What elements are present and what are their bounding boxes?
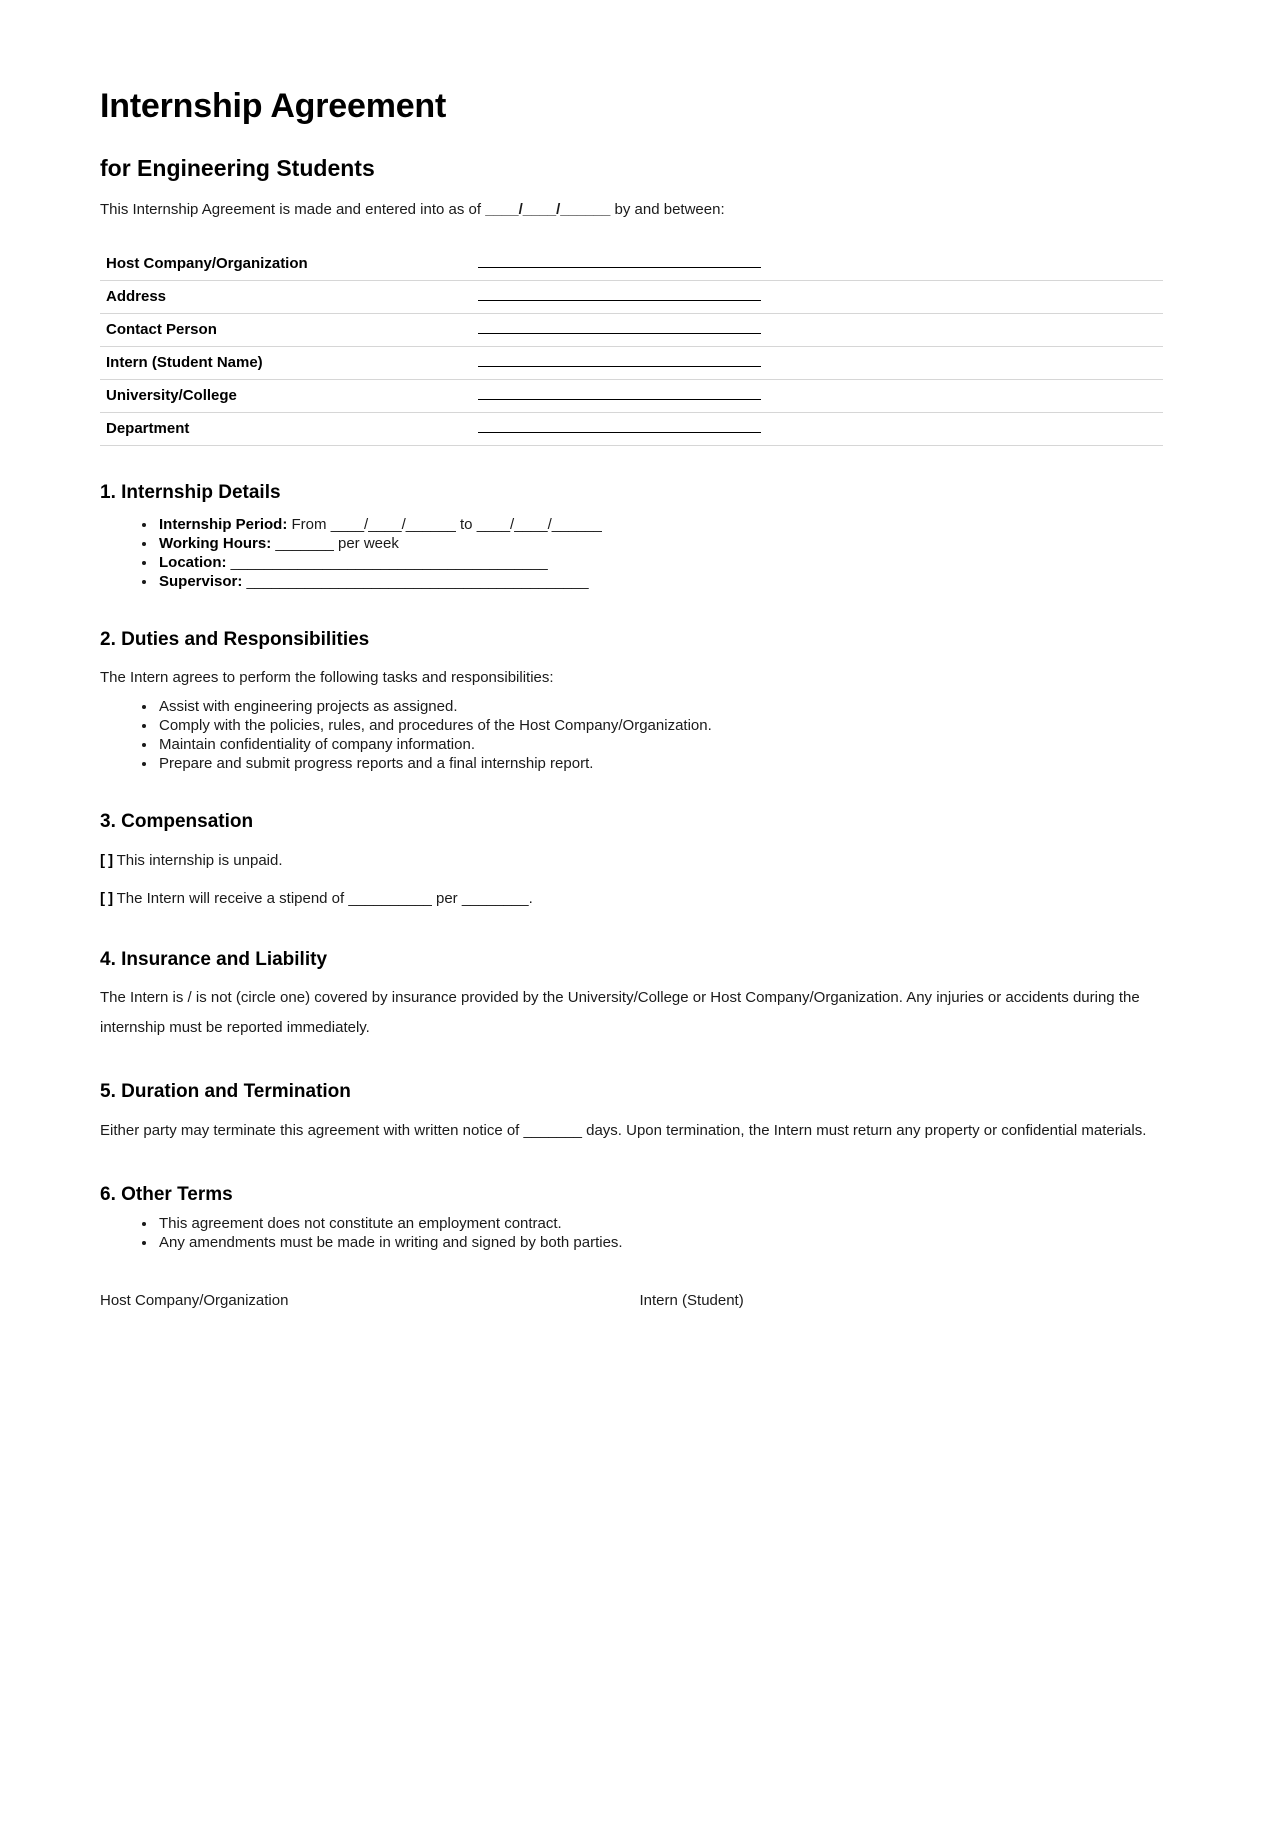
stipend-amount-blank[interactable]: __________: [348, 890, 432, 908]
row-label-contact-person: Contact Person: [106, 320, 217, 338]
row-label-department: Department: [106, 419, 190, 437]
agreement-date-blank[interactable]: ____/____/______: [485, 200, 611, 218]
insurance-paragraph: The Intern is / is not (circle one) covered by insurance provided by the University/College or Host Company/Organization. Any injuries or accidents during the internship must be reported immediately.: [100, 989, 1140, 1037]
checkbox-unpaid[interactable]: [ ]: [100, 851, 113, 869]
row-label-university: University/College: [106, 386, 237, 404]
supervisor-blank[interactable]: _________________________________________: [246, 573, 589, 591]
compensation-option-stipend[interactable]: [100, 872, 1165, 911]
party-details-table: [100, 248, 1163, 446]
row-label-host-company: Host Company/Organization: [106, 254, 308, 272]
section-heading-insurance: 4. Insurance and Liability: [100, 948, 328, 970]
duration-paragraph: [100, 1104, 1165, 1146]
section-heading-internship-details: 1. Internship Details: [100, 482, 281, 504]
stipend-period-blank[interactable]: ________: [461, 890, 529, 908]
table-row: [100, 248, 1163, 281]
list-item: • Maintain confidentiality of company information.: [157, 735, 1165, 754]
option-unpaid-label: This internship is unpaid.: [116, 851, 283, 869]
text-from: From: [291, 516, 327, 534]
table-row: [100, 314, 1163, 347]
row-field-intern-name[interactable]: [478, 347, 1163, 380]
list-item-internship-period: [157, 515, 1165, 534]
signature-label-intern: Intern (Student): [639, 1292, 744, 1309]
table-row: [100, 380, 1163, 413]
row-label-intern-name: Intern (Student Name): [106, 353, 263, 371]
row-field-contact-person[interactable]: [478, 314, 1163, 347]
row-field-host-company[interactable]: [478, 248, 1163, 281]
location-blank[interactable]: ______________________________________: [230, 554, 548, 572]
list-item-location: [157, 553, 1165, 572]
label-working-hours: Working Hours:: [159, 535, 272, 553]
option-stipend-label-before: The Intern will receive a stipend of: [116, 890, 345, 908]
list-item: • Assist with engineering projects as assigned.: [157, 697, 1165, 716]
stipend-trailing-period: .: [528, 890, 533, 908]
list-item-working-hours: [157, 534, 1165, 553]
document-body: [100, 0, 1165, 1252]
fill-line[interactable]: [478, 421, 761, 433]
working-hours-blank[interactable]: _______: [275, 535, 334, 553]
compensation-option-unpaid[interactable]: [100, 834, 1165, 873]
page-title: Internship Agreement: [100, 87, 447, 125]
row-field-university[interactable]: [478, 380, 1163, 413]
row-field-department[interactable]: [478, 413, 1163, 446]
signature-label-host-company: Host Company/Organization: [100, 1292, 289, 1309]
table-row: [100, 347, 1163, 380]
intro-paragraph: [100, 182, 1165, 222]
fill-line[interactable]: [478, 289, 761, 301]
fill-line[interactable]: [478, 355, 761, 367]
table-row: [100, 281, 1163, 314]
list-item: • Comply with the policies, rules, and procedures of the Host Company/Organization.: [157, 716, 1165, 735]
section-heading-duties: 2. Duties and Responsibilities: [100, 629, 370, 651]
internship-details-list: [100, 505, 1165, 591]
list-item-supervisor: [157, 572, 1165, 591]
duties-intro-paragraph: The Intern agrees to perform the following tasks and responsibilities:: [100, 669, 554, 687]
duration-text-after: days. Upon termination, the Intern must return any property or confidential materials.: [586, 1122, 1147, 1140]
duties-list: [100, 690, 1165, 773]
text-to: to: [460, 516, 473, 534]
fill-line[interactable]: [478, 256, 761, 268]
intro-text-after: by and between:: [614, 200, 725, 218]
fill-line[interactable]: [478, 388, 761, 400]
row-label-address: Address: [106, 287, 167, 305]
text-per: per: [435, 890, 458, 908]
row-field-address[interactable]: [478, 281, 1163, 314]
section-heading-duration: 5. Duration and Termination: [100, 1081, 351, 1103]
period-start-blank[interactable]: ____/____/______: [330, 516, 456, 534]
page-subtitle: for Engineering Students: [100, 155, 375, 182]
table-row: [100, 413, 1163, 446]
section-heading-compensation: 3. Compensation: [100, 810, 254, 832]
list-item: • Prepare and submit progress reports and a final internship report.: [157, 754, 1165, 773]
fill-line[interactable]: [478, 322, 761, 334]
list-item: • This agreement does not constitute an employment contract.: [157, 1214, 1165, 1233]
text-per-week: per week: [337, 535, 399, 553]
checkbox-stipend[interactable]: [ ]: [100, 890, 113, 908]
section-heading-other-terms: 6. Other Terms: [100, 1184, 233, 1206]
notice-days-blank[interactable]: _______: [523, 1122, 582, 1140]
label-supervisor: Supervisor:: [159, 573, 243, 591]
signature-block: [100, 1290, 1165, 1311]
duration-text-before: Either party may terminate this agreement with written notice of: [100, 1122, 520, 1140]
period-end-blank[interactable]: ____/____/______: [476, 516, 602, 534]
label-internship-period: Internship Period:: [159, 516, 288, 534]
intro-text-before: This Internship Agreement is made and entered into as of: [100, 200, 482, 218]
list-item: • Any amendments must be made in writing and signed by both parties.: [157, 1233, 1165, 1252]
other-terms-list: [100, 1207, 1165, 1252]
label-location: Location:: [159, 554, 227, 572]
